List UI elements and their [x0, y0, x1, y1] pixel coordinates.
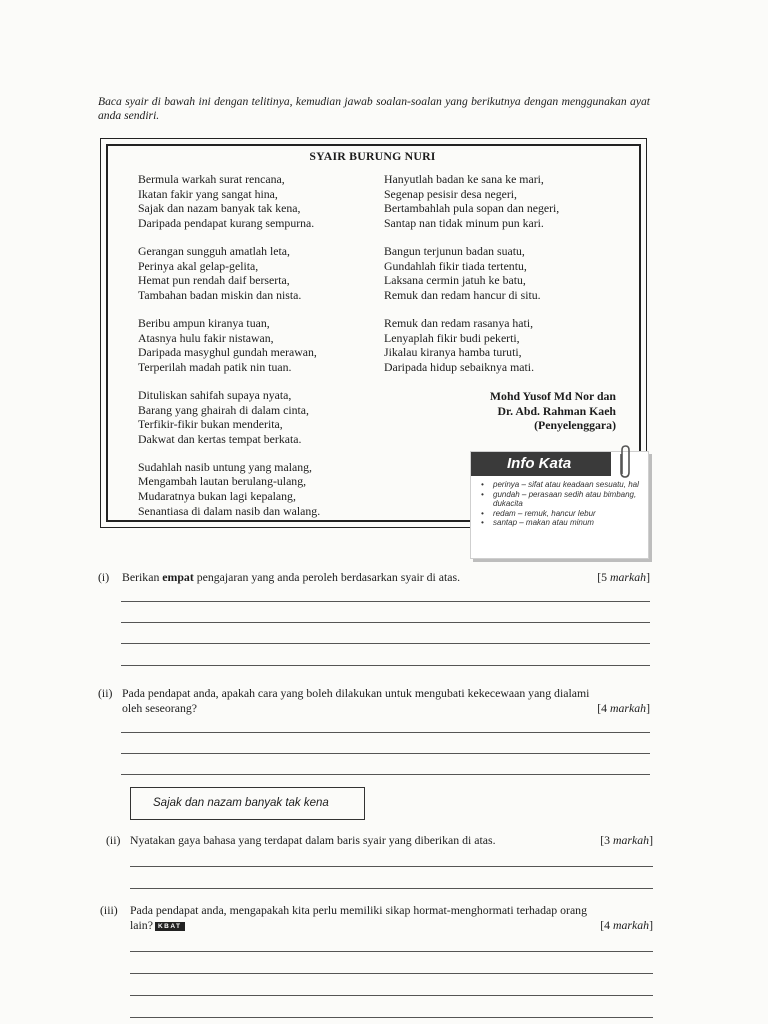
stanza — [138, 172, 368, 230]
answer-line[interactable] — [130, 951, 653, 952]
verse-line: Jikalau kiranya hamba turuti, — [384, 345, 522, 360]
verse-line: Beribu ampun kiranya tuan, — [138, 315, 270, 330]
kbat-badge: KBAT — [155, 922, 185, 931]
answer-line[interactable] — [121, 601, 650, 602]
question-4 — [100, 903, 653, 935]
answer-line[interactable] — [121, 622, 650, 623]
answer-line[interactable] — [121, 753, 650, 754]
question-text: oleh seseorang? — [122, 701, 198, 715]
verse-line: Dakwat dan kertas tempat berkata. — [138, 431, 302, 446]
verse-line: Ikatan fakir yang sangat hina, — [138, 186, 278, 201]
marks-label: [5 markah] — [597, 570, 650, 584]
verse-line: Remuk dan redam hancur di situ. — [384, 287, 541, 302]
verse-line: Bermula warkah surat rencana, — [138, 172, 285, 186]
info-kata-item: • santap – makan atau minum — [481, 518, 594, 528]
verse-line: Daripada masyghul gundah merawan, — [138, 345, 317, 360]
poem-title: SYAIR BURUNG NURI — [309, 149, 436, 163]
verse-line: Mudaratnya bukan lagi kepalang, — [138, 489, 296, 504]
answer-line[interactable] — [130, 973, 653, 974]
verse-line: Bangun terjunun badan suatu, — [384, 243, 525, 258]
verse-line: Segenap pesisir desa negeri, — [384, 186, 517, 201]
verse-line: Tambahan badan miskin dan nista. — [138, 287, 302, 302]
verse-line: Sudahlah nasib untung yang malang, — [138, 459, 312, 474]
stanza — [384, 172, 624, 230]
verse-line: Lenyaplah fikir budi pekerti, — [384, 330, 520, 345]
verse-line: Santap nan tidak minum pun kari. — [384, 215, 544, 230]
question-number: (iii) — [100, 903, 118, 917]
answer-line[interactable] — [121, 774, 650, 775]
verse-line: Terfikir-fikir bukan menderita, — [138, 417, 283, 432]
verse-line: Gundahlah fikir tiada tertentu, — [384, 258, 527, 273]
verse-line: Laksana cermin jatuh ke batu, — [384, 273, 526, 288]
info-kata-list — [481, 480, 646, 528]
verse-line: Mengambah lautan berulang-ulang, — [138, 474, 307, 489]
info-kata-item: • perinya – sifat atau keadaan sesuatu, hal — [481, 480, 639, 489]
verse-line: Gerangan sungguh amatlah leta, — [138, 243, 290, 258]
stanza — [384, 244, 624, 302]
verse-line: Atasnya hulu fakir nistawan, — [138, 330, 274, 345]
verse-line: Remuk dan redam rasanya hati, — [384, 315, 534, 330]
poem-credit — [440, 389, 616, 433]
paperclip-icon — [617, 444, 633, 480]
verse-line: Senantiasa di dalam nasib dan walang. — [138, 503, 321, 518]
stanza — [384, 316, 624, 374]
question-text: Berikan empat pengajaran yang anda peroleh berdasarkan syair di atas. — [122, 570, 461, 584]
question-number: (i) — [98, 570, 110, 584]
question-number: (ii) — [98, 686, 113, 700]
info-kata-title: Info Kata — [471, 452, 611, 476]
answer-line[interactable] — [130, 995, 653, 996]
verse-line: Daripada pendapat kurang sempurna. — [138, 215, 315, 230]
verse-line: Hemat pun rendah daif berserta, — [138, 273, 290, 288]
answer-line[interactable] — [121, 643, 650, 644]
verse-line: Sajak dan nazam banyak tak kena, — [138, 201, 301, 216]
poem-right-column — [384, 172, 624, 388]
answer-line[interactable] — [121, 732, 650, 733]
instruction-text: Baca syair di bawah ini dengan telitinya, kemudian jawab soalan-soalan yang berikutnya dengan menggunakan ayat anda sendiri. — [98, 95, 650, 122]
verse-line: Terperilah madah patik nin tuan. — [138, 359, 292, 374]
info-kata-item: • redam – remuk, hancur lebur — [481, 508, 596, 518]
verse-line: Daripada hidup sebaiknya mati. — [384, 359, 535, 374]
marks-label: [4 markah] — [600, 918, 653, 932]
credit-line: Dr. Abd. Rahman Kaeh — [497, 403, 616, 418]
answer-line[interactable] — [130, 888, 653, 889]
question-2 — [98, 686, 650, 718]
marks-label: [4 markah] — [597, 701, 650, 715]
question-text: Nyatakan gaya bahasa yang terdapat dalam baris syair yang diberikan di atas. — [130, 833, 496, 847]
poem-left-column — [138, 172, 368, 532]
info-kata-box — [470, 451, 649, 559]
question-text: lain? KBAT — [130, 918, 185, 933]
answer-line[interactable] — [130, 1017, 653, 1018]
credit-line: (Penyelenggara) — [534, 418, 616, 433]
question-text: Pada pendapat anda, mengapakah kita perlu memiliki sikap hormat-menghormati terhadap orang — [130, 903, 587, 917]
marks-label: [3 markah] — [600, 833, 653, 847]
question-text: Pada pendapat anda, apakah cara yang boleh dilakukan untuk mengubati kekecewaan yang dialami — [122, 686, 590, 700]
question-number: (ii) — [106, 833, 121, 847]
verse-line: Perinya akal gelap-gelita, — [138, 258, 259, 273]
verse-line: Hanyutlah badan ke sana ke mari, — [384, 172, 544, 186]
quoted-verse-box: Sajak dan nazam banyak tak kena — [130, 787, 365, 820]
stanza — [138, 460, 368, 518]
answer-line[interactable] — [130, 866, 653, 867]
verse-line: Dituliskan sahifah supaya nyata, — [138, 387, 292, 402]
info-kata-item: • gundah – perasaan sedih atau bimbang, dukacita — [481, 489, 637, 509]
stanza — [138, 388, 368, 446]
verse-line: Barang yang ghairah di dalam cinta, — [138, 402, 309, 417]
stanza — [138, 316, 368, 374]
answer-line[interactable] — [121, 665, 650, 666]
credit-line: Mohd Yusof Md Nor dan — [489, 389, 616, 403]
stanza — [138, 244, 368, 302]
verse-line: Bertambahlah pula sopan dan negeri, — [384, 201, 560, 216]
